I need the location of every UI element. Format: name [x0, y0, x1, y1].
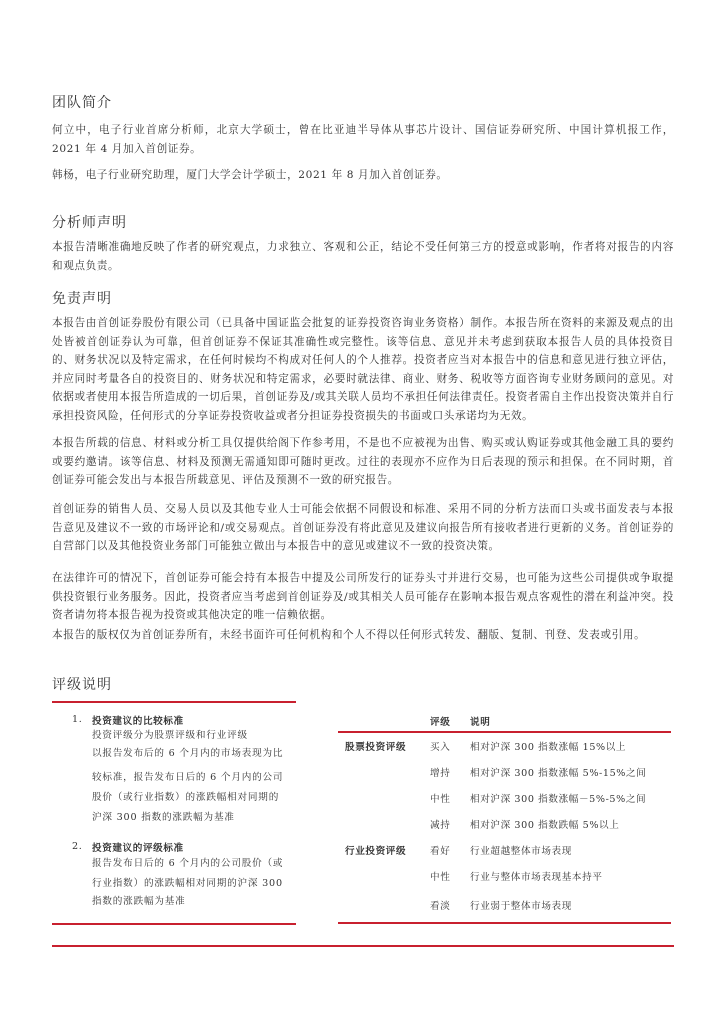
stock-rating-name: 减持: [430, 820, 451, 831]
disclaimer-heading: 免责声明: [52, 291, 112, 307]
analyst-statement-text: 本报告清晰准确地反映了作者的研究观点，力求独立、客观和公正，结论不受任何第三方的授意或影响，作者将对报告的内容和观点负责。: [52, 241, 674, 272]
disclaimer-paragraph-5: 本报告的版权仅为首创证券所有，未经书面许可任何机构和个人不得以任何形式转发、翻版、复制、刊登、发表或引用。: [52, 629, 646, 641]
stock-rating-group-label: 股票投资评级: [345, 742, 407, 753]
rating-item-2-line: 指数的涨跌幅为基准: [92, 896, 186, 907]
rating-item-1-line: 较标准，报告发布日后的 6 个月内的公司: [92, 772, 284, 783]
stock-rating-desc: 相对沪深 300 指数涨幅－5%-5%之间: [470, 794, 647, 805]
industry-rating-name: 中性: [430, 872, 451, 883]
stock-rating-name: 买入: [430, 742, 451, 753]
team-member-1-text: 何立中，电子行业首席分析师，北京大学硕士，曾在比亚迪半导体从事芯片设计、国信证券研究所、中国计算机报工作，2021 年 4 月加入首创证券。: [52, 124, 674, 155]
disclaimer-paragraph-1: 本报告由首创证券股份有限公司（已具备中国证监会批复的证券投资咨询业务资格）制作。本报告所在资料的来源及观点的出处皆被首创证券认为可靠，但首创证券不保证其准确性或完整性。该等信息、意见并未考虑到获取本报告人员的具体投资目的、财务状况以及特定需求，在任何时候均不构成对任何人的个人推荐。投资者应当对本报告中的信息和意见进行独立评估，并应同时考量各自的投资目的、财务状况和特定需求，必要时就法律、商业、财务、税收等方面咨询专业财务顾问的意见。对依据或者使用本报告所造成的一切后果，首创证券及/或其关联人员均不承担任何法律责任。投资者需自主作出投资决策并自行承担投资风险，任何形式的分享证券投资收益或者分担证券投资损失的书面或口头承诺均为无效。: [52, 317, 674, 422]
rating-item-1-number: 1.: [72, 714, 83, 725]
disclaimer-paragraph-2: 本报告所载的信息、材料或分析工具仅提供给阁下作参考用，不是也不应被视为出售、购买或认购证券或其他金融工具的要约或要约邀请。该等信息、材料及预测无需通知即可随时更改。过往的表现亦不应作为日后表现的预示和担保。在不同时期，首创证券可能会发出与本报告所载意见、评估及预测不一致的研究报告。: [52, 437, 674, 487]
analyst-heading: 分析师声明: [52, 215, 127, 231]
rating-item-1-title: 投资建议的比较标准: [92, 716, 184, 727]
rating-item-1-line: 沪深 300 指数的涨跌幅为基准: [92, 812, 235, 823]
rating-item-2-number: 2.: [72, 841, 83, 852]
industry-rating-desc: 行业超越整体市场表现: [470, 846, 572, 857]
table-bottom-rule: [338, 922, 671, 924]
rating-item-1-line: 股价（或行业指数）的涨跌幅相对同期的: [92, 792, 280, 803]
rating-left-bottom-rule: [52, 923, 296, 925]
industry-rating-group-label: 行业投资评级: [345, 846, 407, 857]
rating-item-2-line: 报告发布日后的 6 个月内的公司股价（或: [92, 858, 284, 869]
stock-rating-desc: 相对沪深 300 指数跌幅 5%以上: [470, 820, 620, 831]
rating-item-2-title: 投资建议的评级标准: [92, 843, 184, 854]
industry-rating-name: 看好: [430, 846, 451, 857]
industry-rating-desc: 行业弱于整体市场表现: [470, 901, 572, 912]
rating-item-1-line: 以报告发布后的 6 个月内的市场表现为比: [92, 748, 284, 759]
table-header-desc: 说明: [470, 717, 491, 728]
industry-rating-desc: 行业与整体市场表现基本持平: [470, 872, 603, 883]
table-header-rule: [338, 731, 671, 733]
rating-item-2-line: 行业指数）的涨跌幅相对同期的沪深 300: [92, 878, 283, 889]
stock-rating-name: 增持: [430, 768, 451, 779]
footer-rule: [52, 945, 674, 947]
stock-rating-desc: 相对沪深 300 指数涨幅 5%-15%之间: [470, 768, 647, 779]
disclaimer-paragraph-3: 首创证券的销售人员、交易人员以及其他专业人士可能会依据不同假设和标准、采用不同的分析方法而口头或书面发表与本报告意见及建议不一致的市场评论和/或交易观点。首创证券没有将此意见及建议向报告所有接收者进行更新的义务。首创证券的自营部门以及其他投资业务部门可能独立做出与本报告中的意见或建议不一致的投资决策。: [52, 503, 674, 553]
disclaimer-paragraph-4: 在法律许可的情况下，首创证券可能会持有本报告中提及公司所发行的证券头寸并进行交易，也可能为这些公司提供或争取提供投资银行业务服务。因此，投资者应当考虑到首创证券及/或其相关人员可能存在影响本报告观点客观性的潜在利益冲突。投资者请勿将本报告视为投资或其他决定的唯一信赖依据。: [52, 572, 674, 622]
industry-rating-name: 看淡: [430, 901, 451, 912]
team-heading: 团队简介: [52, 95, 112, 111]
team-member-2-text: 韩杨，电子行业研究助理，厦门大学会计学硕士，2021 年 8 月加入首创证券。: [52, 169, 448, 181]
stock-rating-desc: 相对沪深 300 指数涨幅 15%以上: [470, 742, 627, 753]
rating-item-1-line: 投资评级分为股票评级和行业评级: [92, 730, 248, 741]
table-header-rating: 评级: [430, 717, 451, 728]
rating-heading: 评级说明: [52, 677, 112, 693]
rating-left-top-rule: [52, 701, 296, 703]
stock-rating-name: 中性: [430, 794, 451, 805]
